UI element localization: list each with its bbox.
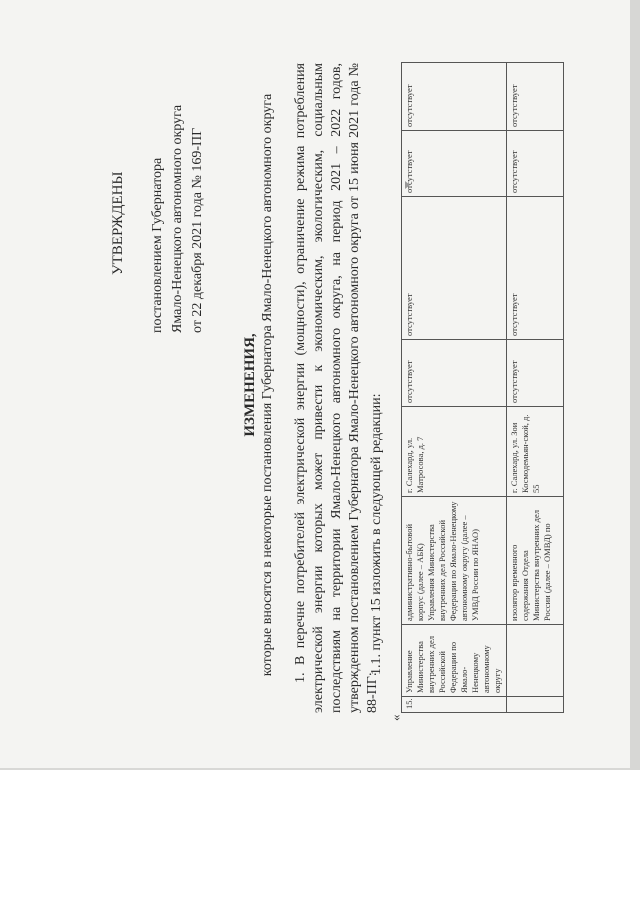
opening-quote-mark: « [388,714,403,721]
value-cell: отсутствует [507,131,564,197]
approval-line-1: постановлением Губернатора [150,157,165,333]
facility-cell: административно-бытовой корпус (далее – АБК) Управления Министерства внутренних дел Российской Федерации по Ямало-Ненецкому автономному округу (далее – УМВД России по ЯНАО) [402,497,507,625]
marker-triangle-icon [405,181,410,189]
table-row [402,63,507,713]
value-text: отсутствует [404,293,414,336]
value-cell: отсутствует [402,63,507,131]
approval-line-2: Ямало-Ненецкого автономного округа [170,104,185,333]
paragraph-1-1: 1.1. пункт 15 изложить в следующей редакции: [369,393,384,675]
address-cell: г. Салехард, ул. Зои Космодемьян-ской, д. 55 [507,407,564,497]
rotated-document-page [20,15,620,755]
scan-bottom-edge [0,768,640,770]
value-cell: отсутствует [507,197,564,340]
row-number-cell [507,697,564,713]
value-cell [402,197,507,340]
document-title: ИЗМЕНЕНИЯ, [242,333,258,437]
organization-cell [507,625,564,697]
value-cell: отсутствует [402,340,507,407]
value-cell: отсутствует [507,63,564,131]
approval-line-3: от 22 декабря 2021 года № 169-ПГ [190,127,205,333]
approval-heading: УТВЕРЖДЕНЫ [110,171,126,275]
document-subtitle: которые вносятся в некоторые постановления Губернатора Ямало-Ненецкого автономного округа [260,93,275,677]
value-cell: отсутствует [402,131,507,197]
address-cell: г. Салехард, ул. Матросова, д. 7 [402,407,507,497]
scan-right-edge [630,0,640,770]
table-row [507,63,564,713]
value-cell: отсутствует [507,340,564,407]
organization-cell: Управление Министерства внутренних дел Российской Федерации по Ямало-Ненецкому автономному округу [402,625,507,697]
row-number-cell: 15. [402,697,507,713]
consumers-table [401,62,564,713]
paragraph-1: 1. В перечне потребителей электрической энергии (мощности), ограничение режима потребления электрической энергии которых может привести к экономическим, экологическим, социальным последствиям на территории Ямало-Ненецкого автономного округа, на период 2021 – 2022 годов, утвержденном постановлением Губернатора Ямало-Ненецкого автономного округа от 15 июня 2021 года № 88-ПГ: [293,63,380,713]
facility-cell: изолятор временного содержания Отдела Министерства внутренних дел России (далее – ОМВД) по [507,497,564,625]
